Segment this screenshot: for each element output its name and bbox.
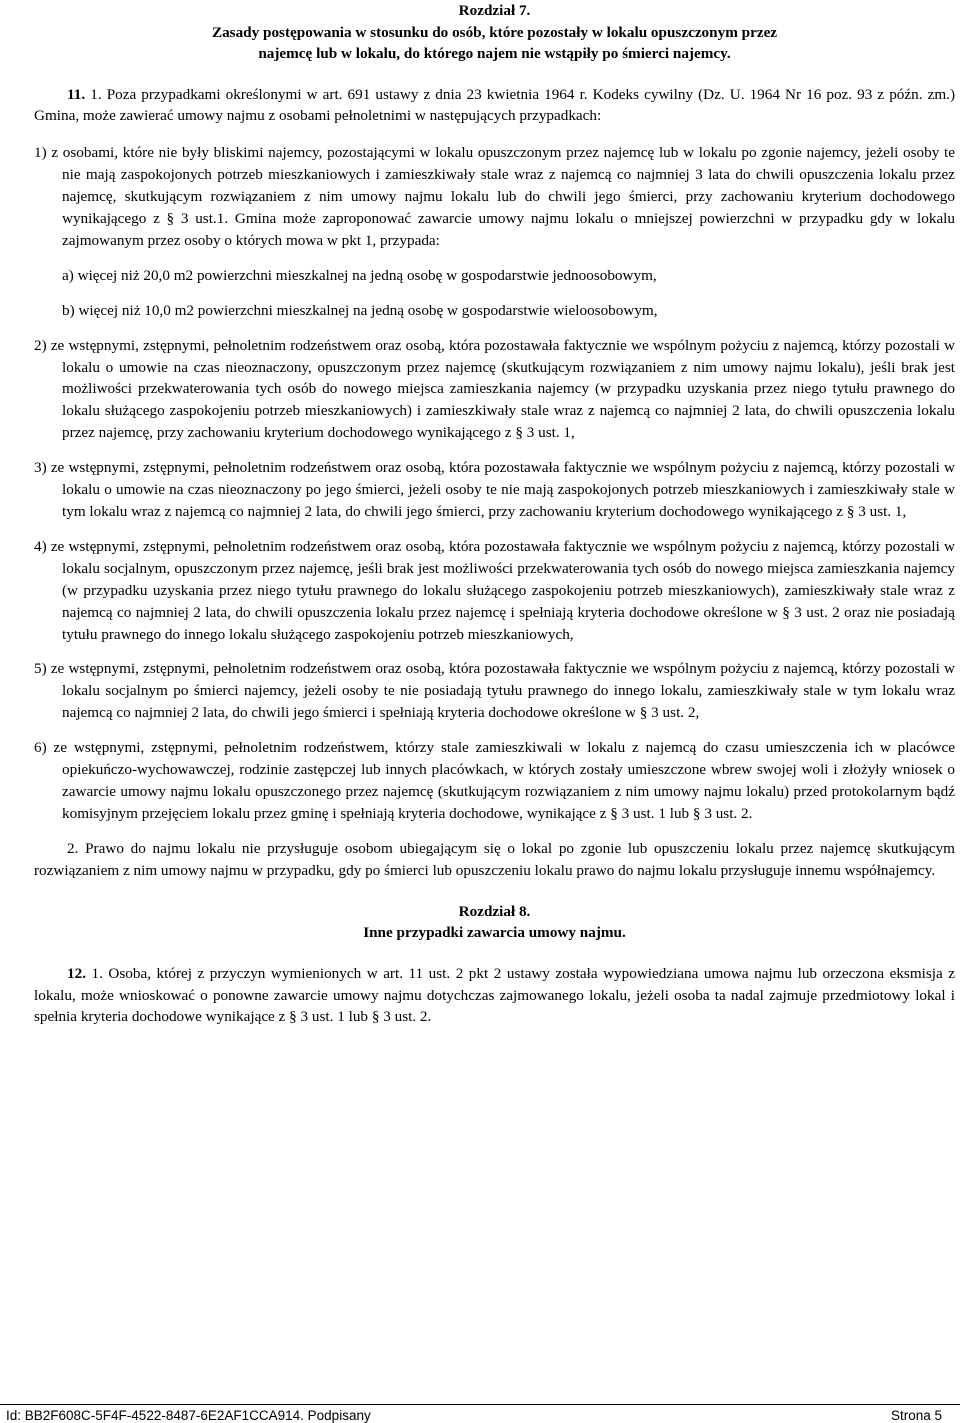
article-11-item-1-sub-b: b) więcej niż 10,0 m2 powierzchni mieszkalnej na jedną osobę w gospodarstwie wieloosobowym, xyxy=(62,301,658,319)
document-id: Id: BB2F608C-5F4F-4522-8487-6E2AF1CCA914. Podpisany xyxy=(6,1408,371,1423)
article-11-item-1: 1) z osobami, które nie były bliskimi najemcy, pozostającymi w lokalu opuszczonym przez najemcę lub w lokalu po zgonie najemcy, jeżeli osoby te nie mają zaspokojonych potrzeb mieszkaniowych i zamieszkiwały stale wraz z najemcą co najmniej 3 lata do chwili opuszczenia lokalu przez najemcę, skutkującym rozwiązaniem z nim umowy najmu lokalu lub do chwili jego śmierci, przy zachowaniu kryterium dochodowego wynikającego z § 3 ust.1. Gmina może zaproponować zawarcie umowy najmu lokalu o mniejszej powierzchni w przypadku gdy w lokalu zajmowanym przez osoby o których mowa w pkt 1, przypada: xyxy=(34,144,955,249)
article-11-item-5: 5) ze wstępnymi, zstępnymi, pełnoletnim rodzeństwem oraz osobą, która pozostawała faktycznie we wspólnym pożyciu z najemcą, którzy pozostali w lokalu socjalnym po śmierci najemcy, jeżeli osoby te nie posiadają tytułu prawnego do innego lokalu, zamieszkiwały stale w tym lokalu wraz najemcą co najmniej 2 lata, do chwili jego śmierci i spełniają kryteria dochodowe określone w § 3 ust. 2, xyxy=(34,660,955,722)
article-11-item-3: 3) ze wstępnymi, zstępnymi, pełnoletnim rodzeństwem oraz osobą, która pozostawała faktycznie we wspólnym pożyciu z najemcą, którzy pozostali w lokalu o umowie na czas nieoznaczony po jego śmierci, jeżeli osoby te nie mają zaspokojonych potrzeb mieszkaniowych i zamieszkiwały stale w tym lokalu wraz z najemcą co najmniej 2 lata, do chwili jego śmierci, przy zachowaniu kryterium dochodowego wynikającego z § 3 ust. 1, xyxy=(34,459,955,520)
chapter-7-heading: Rozdział 7. xyxy=(458,2,531,19)
article-12-number: 12. xyxy=(67,964,86,982)
chapter-7-title-line-1: Zasady postępowania w stosunku do osób, które pozostały w lokalu opuszczonym przez xyxy=(211,23,778,41)
article-12 xyxy=(34,963,955,1029)
article-11-number: 11. xyxy=(67,85,86,103)
page-number: Strona 5 xyxy=(890,1408,942,1423)
article-11-item-6: 6) ze wstępnymi, zstępnymi, pełnoletnim rodzeństwem, którzy stale zamieszkiwali w lokalu z najemcą do czasu umieszczenia ich w placówce opiekuńczo-wychowawczej, rodzinie zastępczej lub innych placówkach, w których zostały umieszczone wbrew swojej woli i złożyły wniosek o zawarcie umowy najmu lokalu opuszczonego przez najemcę (skutkującym rozwiązaniem z nim umowy najmu lokalu) przed protokolarnym bądź komisyjnym przejęciem lokalu przez gminę i spełniają kryteria dochodowe, wynikające z § 3 ust. 1 lub § 3 ust. 2. xyxy=(34,739,955,822)
document-page xyxy=(34,0,955,1028)
chapter-8-heading: Rozdział 8. xyxy=(458,902,531,920)
article-11-item-4: 4) ze wstępnymi, zstępnymi, pełnoletnim rodzeństwem oraz osobą, która pozostawała faktycznie we wspólnym pożyciu z najemcą, którzy pozostali w lokalu socjalnym, opuszczonym przez najemcę, jeśli brak jest możliwości przekwaterowania tych osób do nowego miejsca zamieszkania najemcy (w przypadku uzyskania przez niego tytułu prawnego do lokalu służącego zaspokojeniu potrzeb mieszkaniowych), zamieszkiwały stale wraz z najemcą co najmniej 2 lata, do chwili opuszczenia lokalu przez najemcę i spełniają kryteria dochodowe określone w § 3 ust. 2 oraz nie posiadają tytułu prawnego do innego lokalu służącego zaspokojeniu potrzeb mieszkaniowych, xyxy=(34,537,955,643)
article-11-intro-text: 1. Poza przypadkami określonymi w art. 691 ustawy z dnia 23 kwietnia 1964 r. Kodeks cywilny (Dz. U. 1964 Nr 16 poz. 93 z późn. zm.) Gmina, może zawierać umowy najmu z osobami pełnoletnimi w następujących przypadkach: xyxy=(34,85,956,125)
page-footer xyxy=(0,1404,960,1423)
article-11-item-1-sub-a: a) więcej niż 20,0 m2 powierzchni mieszkalnej na jedną osobę w gospodarstwie jednoosobowym, xyxy=(62,266,657,284)
article-12-text: 1. Osoba, której z przyczyn wymienionych w art. 11 ust. 2 pkt 2 ustawy została wypowiedziana umowa najmu lub orzeczona eksmisja z lokalu, może wnioskować o ponowne zawarcie umowy najmu dotychczas zajmowanego lokalu, jeżeli osoba ta nadal zajmuje przedmiotowy lokal i spełnia kryteria dochodowe wynikające z § 3 ust. 1 lub § 3 ust. 2. xyxy=(34,964,956,1026)
article-11-paragraph-2: 2. Prawo do najmu lokalu nie przysługuje osobom ubiegającym się o lokal po zgonie lub opuszczeniu lokalu przez najemcę skutkującym rozwiązaniem z nim umowy najmu w przypadku, gdy po śmierci lub opuszczeniu lokalu prawo do najmu lokalu przysługuje innemu współnajemcy. xyxy=(34,839,955,879)
article-11-intro xyxy=(34,84,955,128)
chapter-8-title: Inne przypadki zawarcia umowy najmu. xyxy=(363,924,626,942)
chapter-7-title-line-2: najemcę lub w lokalu, do którego najem nie wstąpiły po śmierci najemcy. xyxy=(258,45,731,62)
article-11-item-2: 2) ze wstępnymi, zstępnymi, pełnoletnim rodzeństwem oraz osobą, która pozostawała faktycznie we wspólnym pożyciu z najemcą, którzy pozostali w lokalu o umowie na czas nieoznaczony, opuszczonym przez najemcę (skutkującym rozwiązaniem z nim umowy najmu lokalu), jeśli brak jest możliwości przekwaterowania tych osób do nowego miejsca zamieszkania najemcy (w przypadku uzyskania przez niego tytułu prawnego do lokalu służącego zaspokojeniu potrzeb mieszkaniowych) i zamieszkiwały stale wraz z najemcą co najmniej 2 lata, do chwili opuszczenia lokalu przez najemcę, przy zachowaniu kryterium dochodowego wynikającego z § 3 ust. 1, xyxy=(34,336,955,442)
